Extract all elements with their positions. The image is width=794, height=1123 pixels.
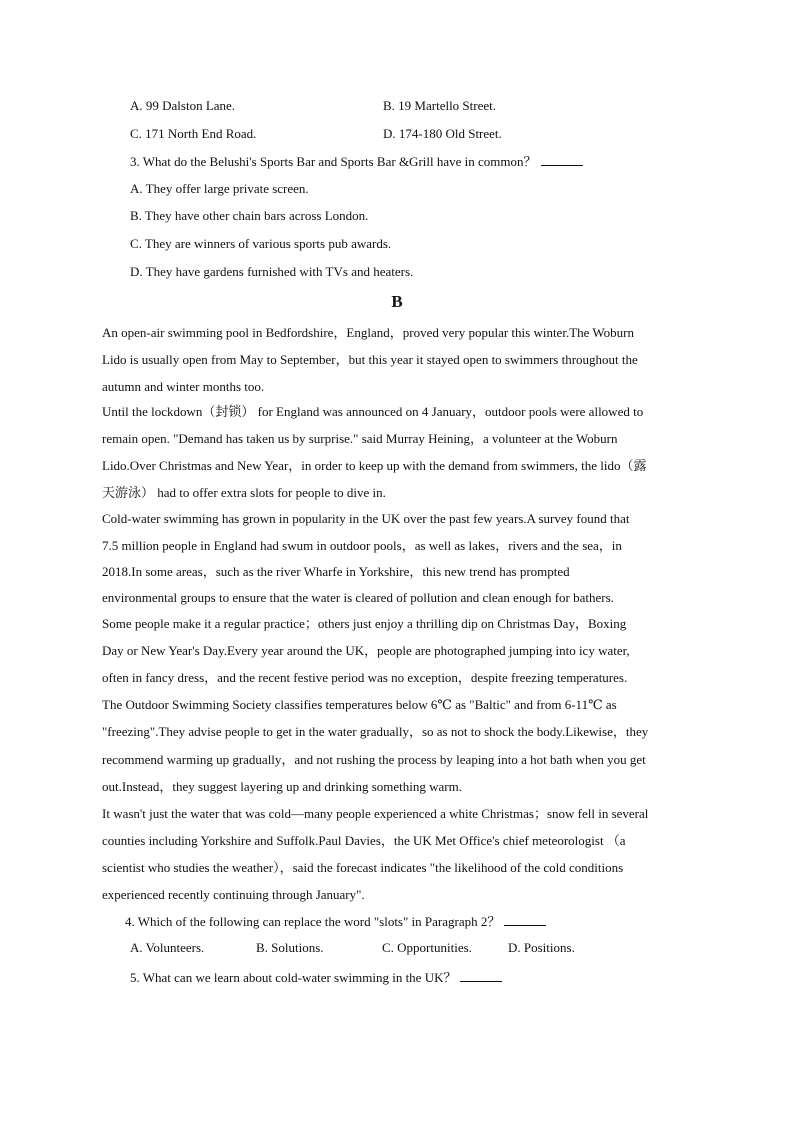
answer-blank xyxy=(541,153,583,166)
passage-line: 天游泳） had to offer extra slots for people to dive in. xyxy=(102,485,386,500)
question-5-stem: 5. What can we learn about cold-water swimming in the UK？ xyxy=(130,970,457,985)
option-2b: B. 19 Martello Street. xyxy=(383,98,497,113)
question-3-stem: 3. What do the Belushi's Sports Bar and Sports Bar &Grill have in common？ xyxy=(130,154,537,169)
question-4 xyxy=(125,913,546,930)
answer-blank xyxy=(460,969,502,982)
option-3d: D. They have gardens furnished with TVs and heaters. xyxy=(130,264,414,279)
passage-line: scientist who studies the weather），said the forecast indicates "the likelihood of the cold conditions xyxy=(102,860,624,875)
option-3c: C. They are winners of various sports pub awards. xyxy=(130,236,392,251)
passage-line: environmental groups to ensure that the water is cleared of pollution and clean enough for bathers. xyxy=(102,590,614,605)
passage-line: experienced recently continuing through January". xyxy=(102,887,365,902)
passage-line: 2018.In some areas，such as the river Wharfe in Yorkshire，this new trend has prompted xyxy=(102,564,570,579)
option-2a: A. 99 Dalston Lane. xyxy=(130,98,236,113)
passage-line: counties including Yorkshire and Suffolk.Paul Davies，the UK Met Office's chief meteorologist （a xyxy=(102,833,626,848)
question-4-stem: 4. Which of the following can replace the word "slots" in Paragraph 2？ xyxy=(125,914,501,929)
passage-line: The Outdoor Swimming Society classifies temperatures below 6℃ as "Baltic" and from 6-11℃ as xyxy=(102,697,617,712)
option-3b: B. They have other chain bars across London. xyxy=(130,208,369,223)
option-4b: B. Solutions. xyxy=(256,940,324,955)
passage-line: recommend warming up gradually，and not rushing the process by leaping into a hot bath when you get xyxy=(102,752,646,767)
passage-line: 7.5 million people in England had swum in outdoor pools，as well as lakes，rivers and the sea，in xyxy=(102,538,622,553)
passage-line: Lido is usually open from May to September，but this year it stayed open to swimmers throughout the xyxy=(102,352,638,367)
passage-line: Until the lockdown（封锁） for England was announced on 4 January，outdoor pools were allowed to xyxy=(102,404,644,419)
passage-line: Day or New Year's Day.Every year around the UK，people are photographed jumping into icy water, xyxy=(102,643,630,658)
passage-line: Cold-water swimming has grown in popularity in the UK over the past few years.A survey found that xyxy=(102,511,630,526)
section-title: B xyxy=(391,292,403,311)
answer-blank xyxy=(504,913,546,926)
passage-line: An open-air swimming pool in Bedfordshire，England，proved very popular this winter.The Woburn xyxy=(102,325,634,340)
option-2c: C. 171 North End Road. xyxy=(130,126,257,141)
option-2d: D. 174-180 Old Street. xyxy=(383,126,502,141)
passage-line: remain open. "Demand has taken us by surprise." said Murray Heining，a volunteer at the Woburn xyxy=(102,431,618,446)
passage-line: autumn and winter months too. xyxy=(102,379,265,394)
option-4c: C. Opportunities. xyxy=(382,940,472,955)
passage-line: It wasn't just the water that was cold—many people experienced a white Christmas；snow fell in several xyxy=(102,806,649,821)
question-3 xyxy=(130,153,583,170)
option-4d: D. Positions. xyxy=(508,940,575,955)
passage-line: Lido.Over Christmas and New Year，in order to keep up with the demand from swimmers, the lido（露 xyxy=(102,458,647,473)
passage-line: out.Instead，they suggest layering up and drinking something warm. xyxy=(102,779,462,794)
passage-line: Some people make it a regular practice；others just enjoy a thrilling dip on Christmas Day，Boxing xyxy=(102,616,627,631)
passage-line: "freezing".They advise people to get in the water gradually，so as not to shock the body.Likewise，they xyxy=(102,724,649,739)
option-4a: A. Volunteers. xyxy=(130,940,205,955)
option-3a: A. They offer large private screen. xyxy=(130,181,309,196)
passage-line: often in fancy dress，and the recent festive period was no exception，despite freezing temperatures. xyxy=(102,670,628,685)
question-5 xyxy=(130,969,502,986)
